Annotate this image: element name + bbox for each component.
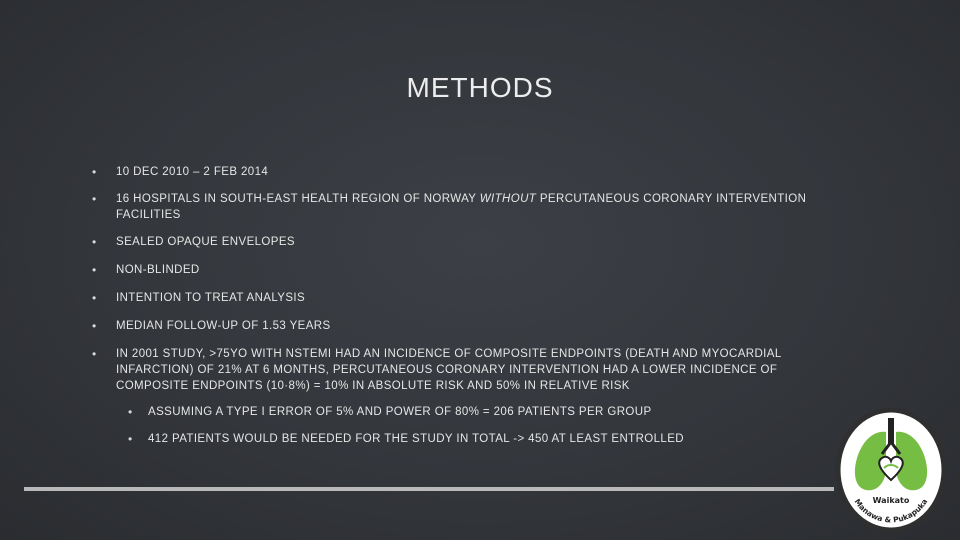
bullet-hospitals xyxy=(90,191,830,223)
bullet-2001-study: • IN 2001 STUDY, >75YO WITH NSTEMI HAD AN INCIDENCE OF COMPOSITE ENDPOINTS (DEATH AND MYOCARDIAL INFARCTION) OF 21% AT 6 MONTHS, PERCUTANEOUS CORONARY INTERVENTION HAD A LOWER INCIDENCE OF COMPOSITE ENDPOINTS (10·8%) = 10% IN ABSOLUTE RISK AND 50% IN RELATIVE RISK xyxy=(90,346,830,394)
sub-bullet-total: • 412 PATIENTS WOULD BE NEEDED FOR THE STUDY IN TOTAL -> 450 AT LEAST ENTROLLED xyxy=(90,431,830,447)
bullet-hospitals-pre: 16 HOSPITALS IN SOUTH-EAST HEALTH REGION OF NORWAY xyxy=(116,193,477,205)
lungs-heart-logo-icon xyxy=(832,404,950,534)
bullet-follow-up: • MEDIAN FOLLOW-UP OF 1.53 YEARS xyxy=(90,318,830,334)
bullet-itt: • INTENTION TO TREAT ANALYSIS xyxy=(90,290,830,306)
slide-title: METHODS xyxy=(406,72,554,103)
logo-text-line1: Waikato xyxy=(872,496,910,505)
sub-bullet-power: • ASSUMING A TYPE I ERROR OF 5% AND POWER OF 80% = 206 PATIENTS PER GROUP xyxy=(90,404,830,420)
bullet-list xyxy=(90,164,830,447)
bullet-non-blinded: • NON-BLINDED xyxy=(90,262,830,278)
logo-text-line2: Manawa & Pukapuka xyxy=(852,497,930,525)
bullet-hospitals-post: PERCUTANEOUS CORONARY INTERVENTION FACILITIES xyxy=(116,193,807,221)
divider-bar xyxy=(24,487,834,491)
bullet-envelopes: • SEALED OPAQUE ENVELOPES xyxy=(90,234,830,250)
bullet-hospitals-emphasis: WITHOUT xyxy=(479,193,537,205)
bullet-dates: • 10 DEC 2010 – 2 FEB 2014 xyxy=(90,164,830,180)
